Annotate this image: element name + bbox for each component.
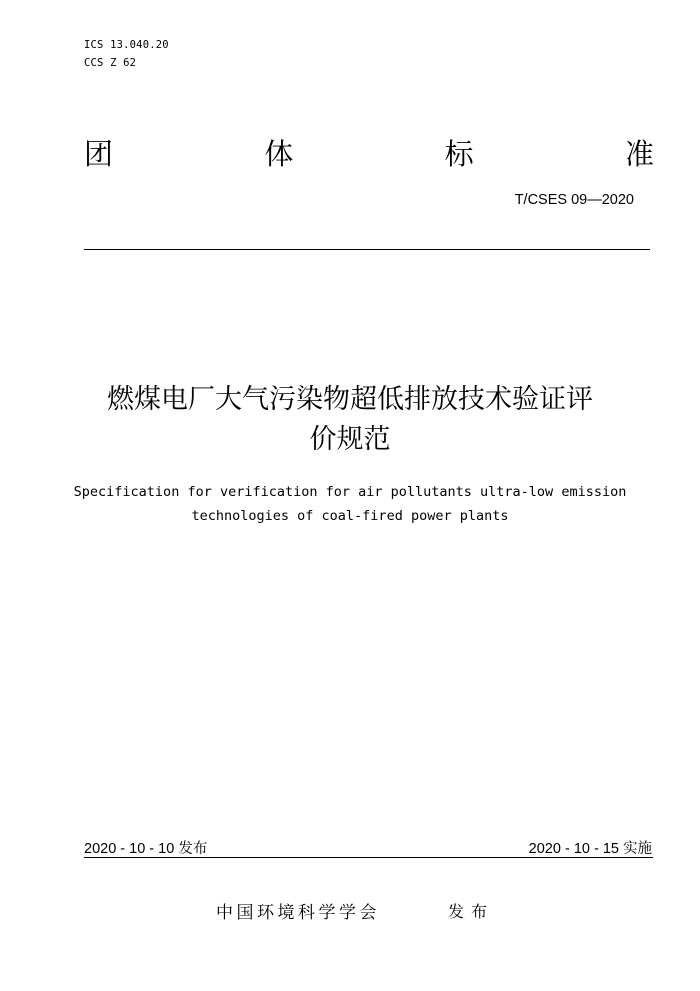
issue-date: 2020 - 10 - 10 发布 — [84, 841, 208, 857]
standard-type-heading — [84, 136, 654, 172]
ccs-code: CCS Z 62 — [84, 57, 137, 69]
classification-codes — [84, 36, 169, 72]
top-divider — [84, 249, 650, 250]
standard-type-char: 体 — [264, 137, 294, 171]
implementation-date: 2020 - 10 - 15 实施 — [528, 841, 652, 857]
bottom-divider — [84, 857, 653, 858]
english-title — [40, 480, 660, 528]
standard-number: T/CSES 09—2020 — [514, 192, 634, 208]
ics-code: ICS 13.040.20 — [84, 39, 169, 51]
english-title-line-1: Specification for verification for air pollutants ultra-low emission — [73, 484, 627, 500]
chinese-title — [60, 380, 640, 460]
english-title-line-2: technologies of coal-fired power plants — [191, 508, 509, 524]
publisher-name: 中国环境科学学会 — [216, 903, 380, 923]
chinese-title-line-2: 价规范 — [309, 424, 391, 455]
publish-label: 发布 — [448, 902, 495, 921]
chinese-title-line-1: 燃煤电厂大气污染物超低排放技术验证评 — [107, 384, 593, 415]
standard-type-char: 准 — [624, 137, 654, 171]
standard-type-char: 标 — [444, 137, 474, 171]
standard-type-char: 团 — [84, 137, 114, 171]
